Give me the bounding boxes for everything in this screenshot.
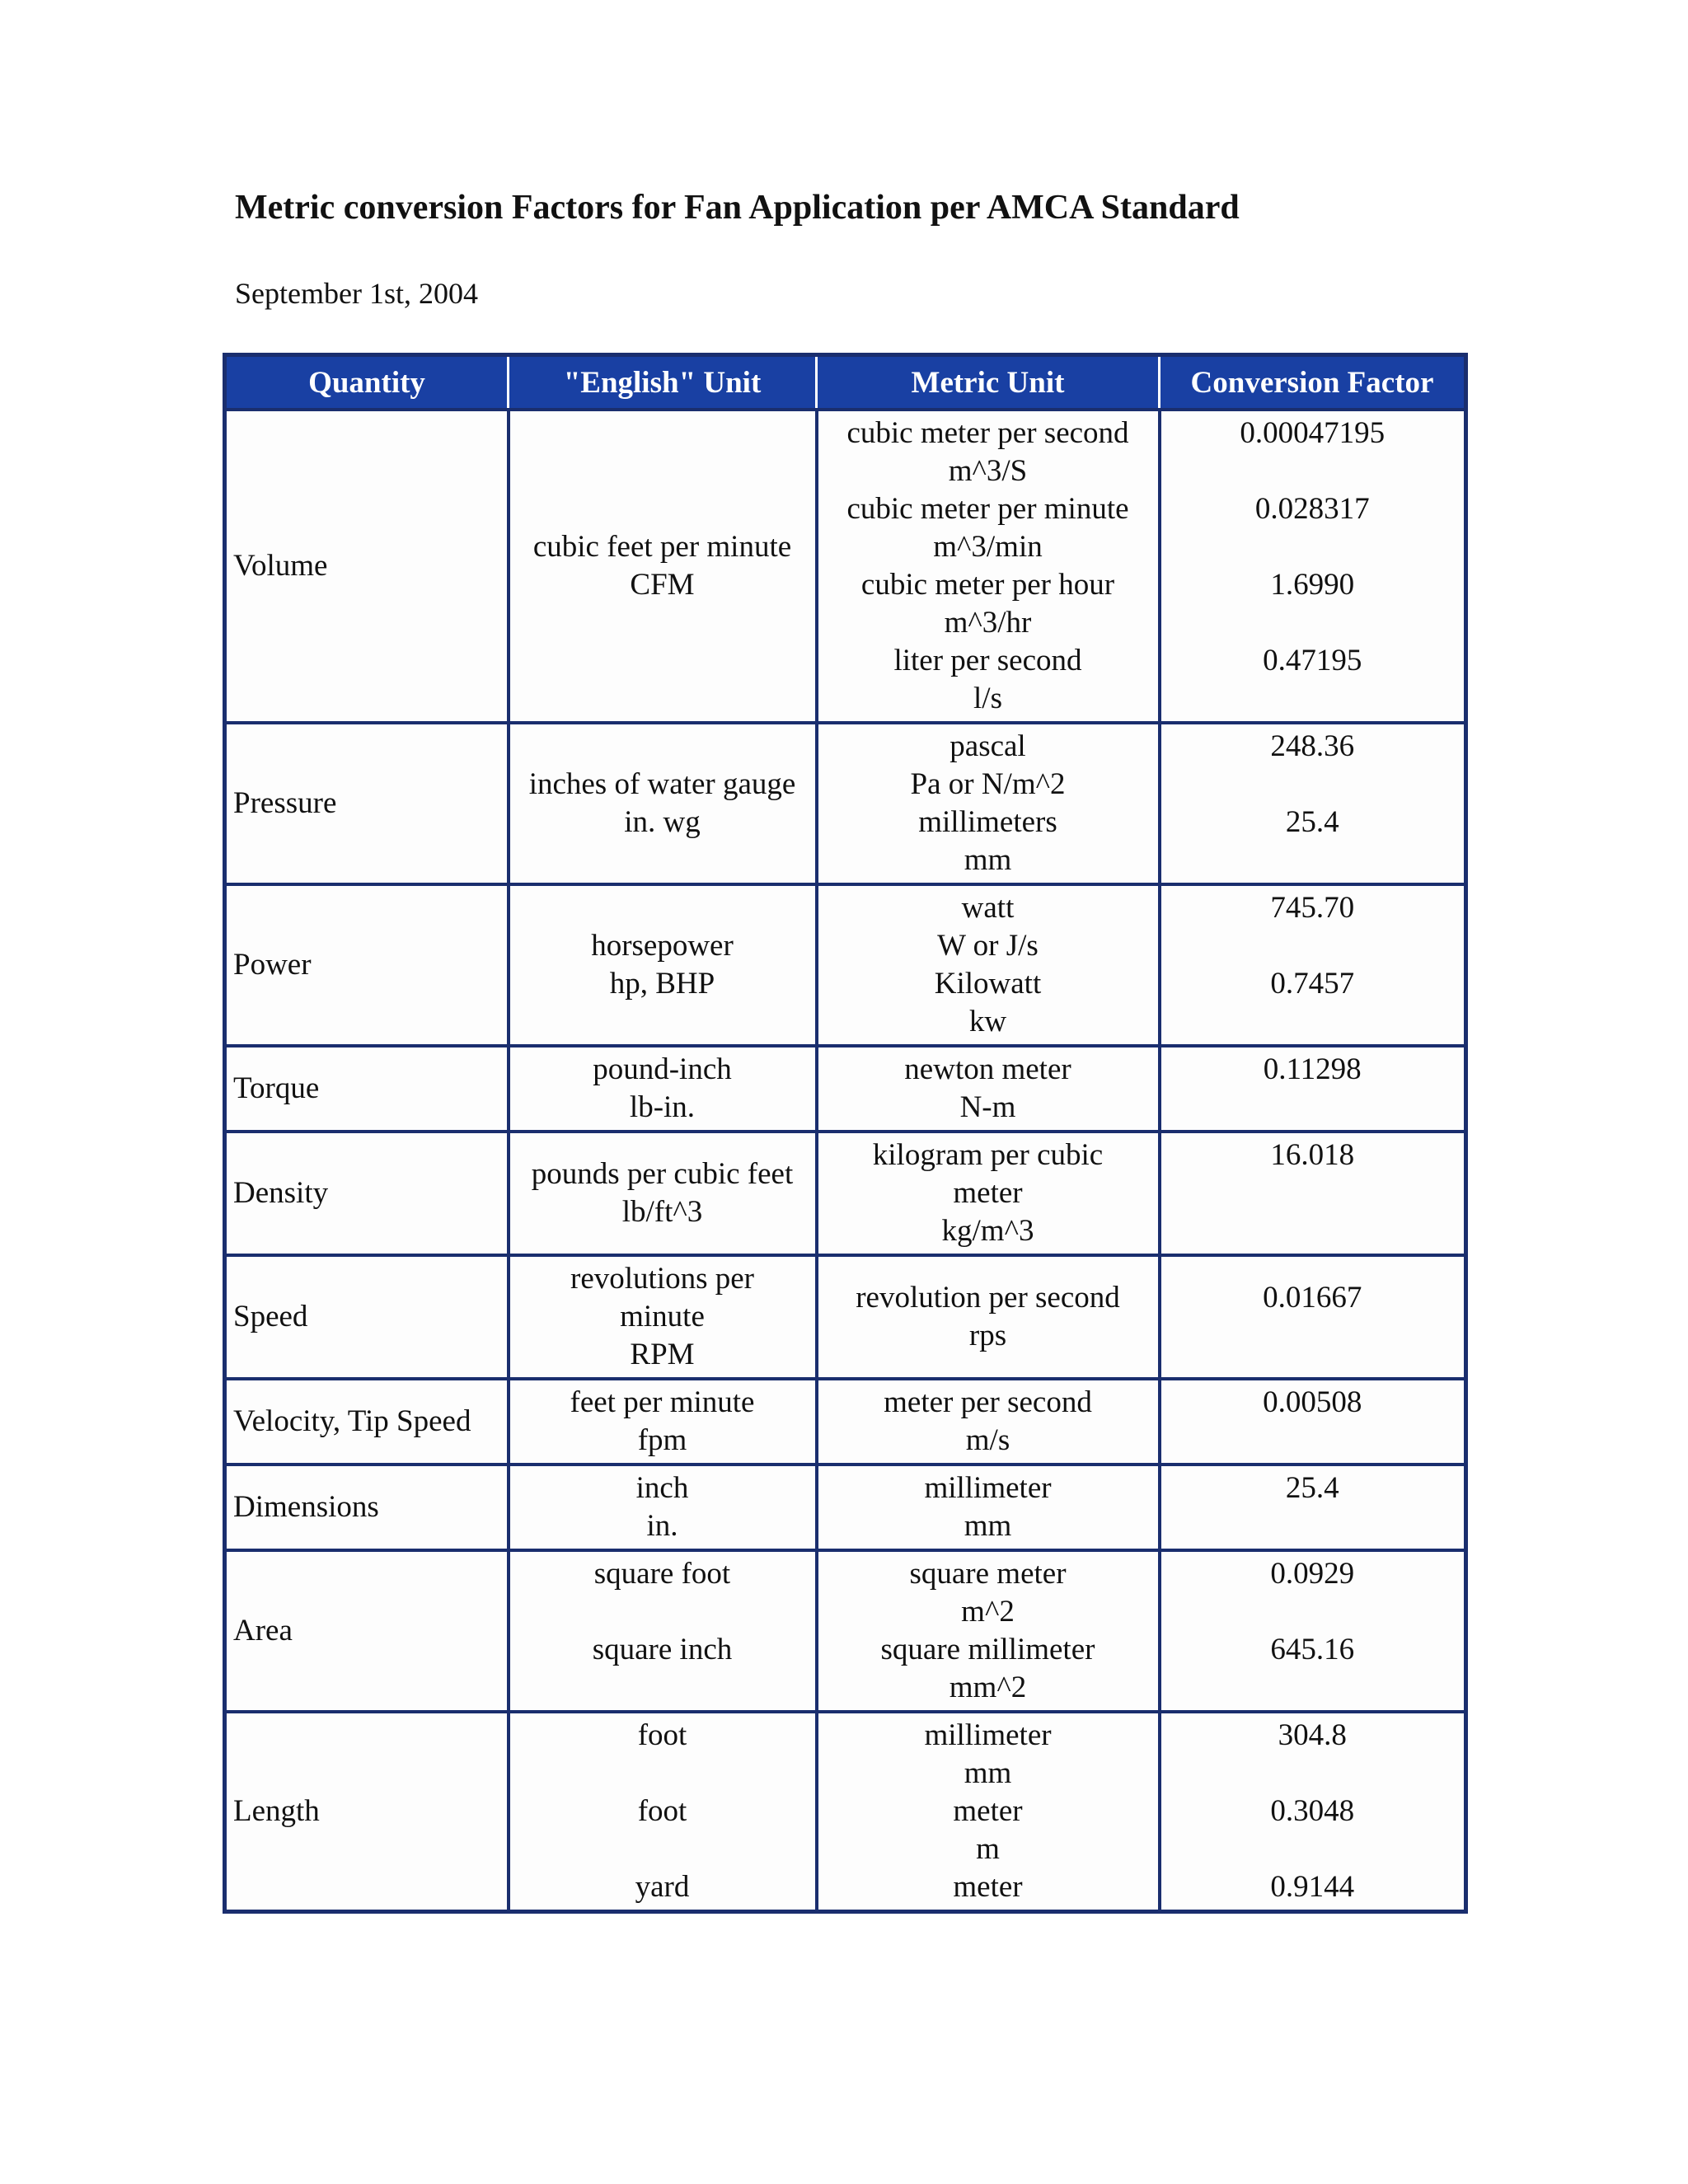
metric-unit-line: revolution per second [856, 1281, 1120, 1315]
conversion-factor-line [1168, 1669, 1458, 1707]
english-unit-cell [509, 1132, 817, 1255]
english-unit-line: feet per minute [570, 1385, 755, 1419]
metric-unit-cell [817, 1046, 1160, 1132]
conversion-factor-line [1168, 927, 1458, 965]
conversion-factor-line: 645.16 [1270, 1633, 1355, 1666]
conversion-factor-line: 0.00508 [1263, 1385, 1362, 1419]
english-unit-line: square foot [593, 1557, 731, 1591]
english-unit-cell [509, 1255, 817, 1379]
metric-unit-line: mm [964, 1509, 1012, 1543]
conversion-factor-cell [1160, 1550, 1466, 1712]
english-unit-line: inches of water gauge [528, 767, 796, 801]
english-unit-cell [509, 1550, 817, 1712]
metric-unit-line: kg/m^3 [941, 1214, 1034, 1248]
english-unit-line: horsepower [591, 929, 734, 963]
header-english-unit: "English" Unit [509, 355, 817, 410]
metric-unit-line: watt [961, 891, 1015, 925]
metric-unit-cell [817, 1132, 1160, 1255]
metric-unit-line: pascal [950, 729, 1026, 763]
metric-unit-line: meter [953, 1794, 1023, 1828]
quantity-cell: Speed [225, 1255, 509, 1379]
conversion-factor-line [1168, 452, 1458, 490]
english-unit-cell [509, 1046, 817, 1132]
conversion-factor-cell [1160, 1379, 1466, 1465]
metric-unit-cell [817, 1712, 1160, 1912]
conversion-factor-cell [1160, 723, 1466, 884]
metric-unit-line: kilogram per cubic [872, 1138, 1104, 1172]
metric-unit-line: rps [968, 1319, 1007, 1352]
conversion-factor-line: 0.00047195 [1240, 416, 1386, 450]
english-unit-line: inch [635, 1471, 689, 1505]
metric-unit-cell [817, 1550, 1160, 1712]
conversion-factor-line [1168, 1089, 1458, 1127]
english-unit-line: lb-in. [629, 1090, 696, 1124]
metric-unit-line: liter per second [893, 644, 1082, 677]
english-unit-line: fpm [637, 1423, 687, 1457]
metric-unit-line: meter [953, 1870, 1023, 1904]
conversion-factor-cell [1160, 1255, 1466, 1379]
quantity-cell: Torque [225, 1046, 509, 1132]
metric-unit-line: meter [953, 1176, 1023, 1210]
metric-unit-line: m^2 [961, 1595, 1015, 1629]
english-unit-line: foot [637, 1794, 687, 1828]
conversion-factor-line: 1.6990 [1270, 568, 1355, 602]
metric-unit-line: Kilowatt [934, 967, 1042, 1001]
conversion-factor-line: 248.36 [1270, 729, 1355, 763]
metric-unit-line: l/s [973, 682, 1002, 715]
table-row [225, 1712, 1466, 1912]
english-unit-cell [509, 723, 817, 884]
english-unit-line: RPM [630, 1338, 695, 1371]
table-row [225, 1046, 1466, 1132]
conversion-factor-line [1168, 1003, 1458, 1041]
english-unit-line: in. wg [624, 805, 701, 839]
english-unit-cell [509, 1379, 817, 1465]
table-row [225, 1379, 1466, 1465]
conversion-factor-line: 0.3048 [1270, 1794, 1355, 1828]
english-unit-line [517, 1593, 809, 1631]
quantity-cell: Length [225, 1712, 509, 1912]
conversion-factor-line: 0.9144 [1270, 1870, 1355, 1904]
conversion-factor-line: 0.0929 [1270, 1557, 1355, 1591]
english-unit-line: minute [620, 1300, 705, 1333]
english-unit-line [517, 1669, 809, 1707]
conversion-factor-line [1168, 766, 1458, 804]
english-unit-line: square inch [592, 1633, 733, 1666]
table-row [225, 410, 1466, 723]
quantity-cell: Power [225, 884, 509, 1046]
english-unit-line: lb/ft^3 [621, 1195, 703, 1229]
english-unit-line: CFM [630, 568, 695, 602]
metric-unit-cell [817, 410, 1160, 723]
conversion-factor-line: 0.028317 [1254, 492, 1370, 526]
conversion-factor-line [1168, 1317, 1458, 1355]
quantity-cell: Dimensions [225, 1465, 509, 1550]
english-unit-line: revolutions per [570, 1262, 754, 1296]
english-unit-line: foot [637, 1718, 687, 1752]
metric-unit-line: m [976, 1832, 1000, 1866]
header-metric-unit: Metric Unit [817, 355, 1160, 410]
conversion-factor-line: 745.70 [1270, 891, 1355, 925]
conversion-factor-line [1168, 1174, 1458, 1212]
conversion-factor-line: 0.7457 [1270, 967, 1355, 1001]
table-row [225, 1132, 1466, 1255]
metric-unit-cell [817, 1255, 1160, 1379]
english-unit-line [517, 1830, 809, 1868]
english-unit-cell [509, 1465, 817, 1550]
conversion-factor-line [1168, 680, 1458, 718]
conversion-factor-cell [1160, 1712, 1466, 1912]
metric-unit-line: m^3/S [948, 454, 1028, 488]
conversion-factor-line: 0.01667 [1263, 1281, 1362, 1315]
metric-unit-cell [817, 1379, 1160, 1465]
metric-unit-line: m/s [965, 1423, 1010, 1457]
conversion-factor-line [1168, 1507, 1458, 1545]
table-row [225, 1550, 1466, 1712]
conversion-factor-line: 25.4 [1285, 805, 1339, 839]
conversion-factor-line: 0.47195 [1263, 644, 1362, 677]
document-date: September 1st, 2004 [235, 277, 478, 310]
quantity-cell: Pressure [225, 723, 509, 884]
metric-unit-line: kw [968, 1005, 1007, 1038]
table-row [225, 884, 1466, 1046]
table-row [225, 723, 1466, 884]
metric-unit-line: cubic meter per minute [846, 492, 1129, 526]
metric-unit-line: millimeters [918, 805, 1057, 839]
metric-unit-line: Pa or N/m^2 [910, 767, 1066, 801]
conversion-factor-line [1168, 1422, 1458, 1460]
conversion-factor-cell [1160, 410, 1466, 723]
page-title: Metric conversion Factors for Fan Application per AMCA Standard [235, 189, 1240, 227]
conversion-factor-line [1168, 1593, 1458, 1631]
conversion-factor-line [1168, 604, 1458, 642]
conversion-factor-cell [1160, 1465, 1466, 1550]
conversion-factor-cell [1160, 884, 1466, 1046]
quantity-cell: Density [225, 1132, 509, 1255]
conversion-factor-line [1168, 528, 1458, 566]
conversion-factor-line [1168, 1830, 1458, 1868]
conversion-factor-line [1168, 1212, 1458, 1250]
metric-unit-line: newton meter [904, 1052, 1071, 1086]
table-row [225, 1255, 1466, 1379]
english-unit-line: cubic feet per minute [532, 530, 792, 564]
metric-unit-line: mm^2 [949, 1671, 1027, 1704]
metric-unit-cell [817, 1465, 1160, 1550]
conversion-factor-cell [1160, 1132, 1466, 1255]
conversion-factor-line: 16.018 [1270, 1138, 1355, 1172]
quantity-cell: Velocity, Tip Speed [225, 1379, 509, 1465]
english-unit-line: pounds per cubic feet [531, 1157, 794, 1191]
metric-unit-line: square meter [909, 1557, 1067, 1591]
english-unit-line [517, 1755, 809, 1793]
metric-unit-cell [817, 884, 1160, 1046]
metric-unit-line: W or J/s [937, 929, 1039, 963]
metric-unit-line: meter per second [884, 1385, 1092, 1419]
english-unit-line: yard [635, 1870, 690, 1904]
metric-unit-line: millimeter [924, 1471, 1052, 1505]
metric-unit-line: m^3/min [933, 530, 1043, 564]
english-unit-cell [509, 884, 817, 1046]
metric-unit-line: millimeter [924, 1718, 1052, 1752]
conversion-table [223, 353, 1468, 1914]
conversion-factor-line [1168, 841, 1458, 879]
conversion-factor-line: 0.11298 [1263, 1052, 1362, 1086]
metric-unit-line: N-m [959, 1090, 1016, 1124]
metric-unit-cell [817, 723, 1160, 884]
english-unit-line: pound-inch [593, 1052, 732, 1086]
english-unit-cell [509, 410, 817, 723]
metric-unit-line: square millimeter [880, 1633, 1095, 1666]
metric-unit-line: cubic meter per second [846, 416, 1129, 450]
english-unit-line: hp, BHP [609, 967, 715, 1001]
header-conversion-factor: Conversion Factor [1160, 355, 1466, 410]
metric-unit-line: mm [964, 843, 1012, 877]
header-quantity: Quantity [225, 355, 509, 410]
conversion-factor-cell [1160, 1046, 1466, 1132]
metric-unit-line: m^3/hr [944, 606, 1032, 640]
english-unit-line: in. [646, 1509, 678, 1543]
conversion-factor-line [1168, 1755, 1458, 1793]
table-row [225, 1465, 1466, 1550]
quantity-cell: Area [225, 1550, 509, 1712]
english-unit-cell [509, 1712, 817, 1912]
table-header-row [225, 355, 1466, 410]
quantity-cell: Volume [225, 410, 509, 723]
conversion-factor-line: 25.4 [1285, 1471, 1339, 1505]
metric-unit-line: mm [964, 1756, 1012, 1790]
metric-unit-line: cubic meter per hour [860, 568, 1115, 602]
conversion-factor-line: 304.8 [1278, 1718, 1347, 1752]
